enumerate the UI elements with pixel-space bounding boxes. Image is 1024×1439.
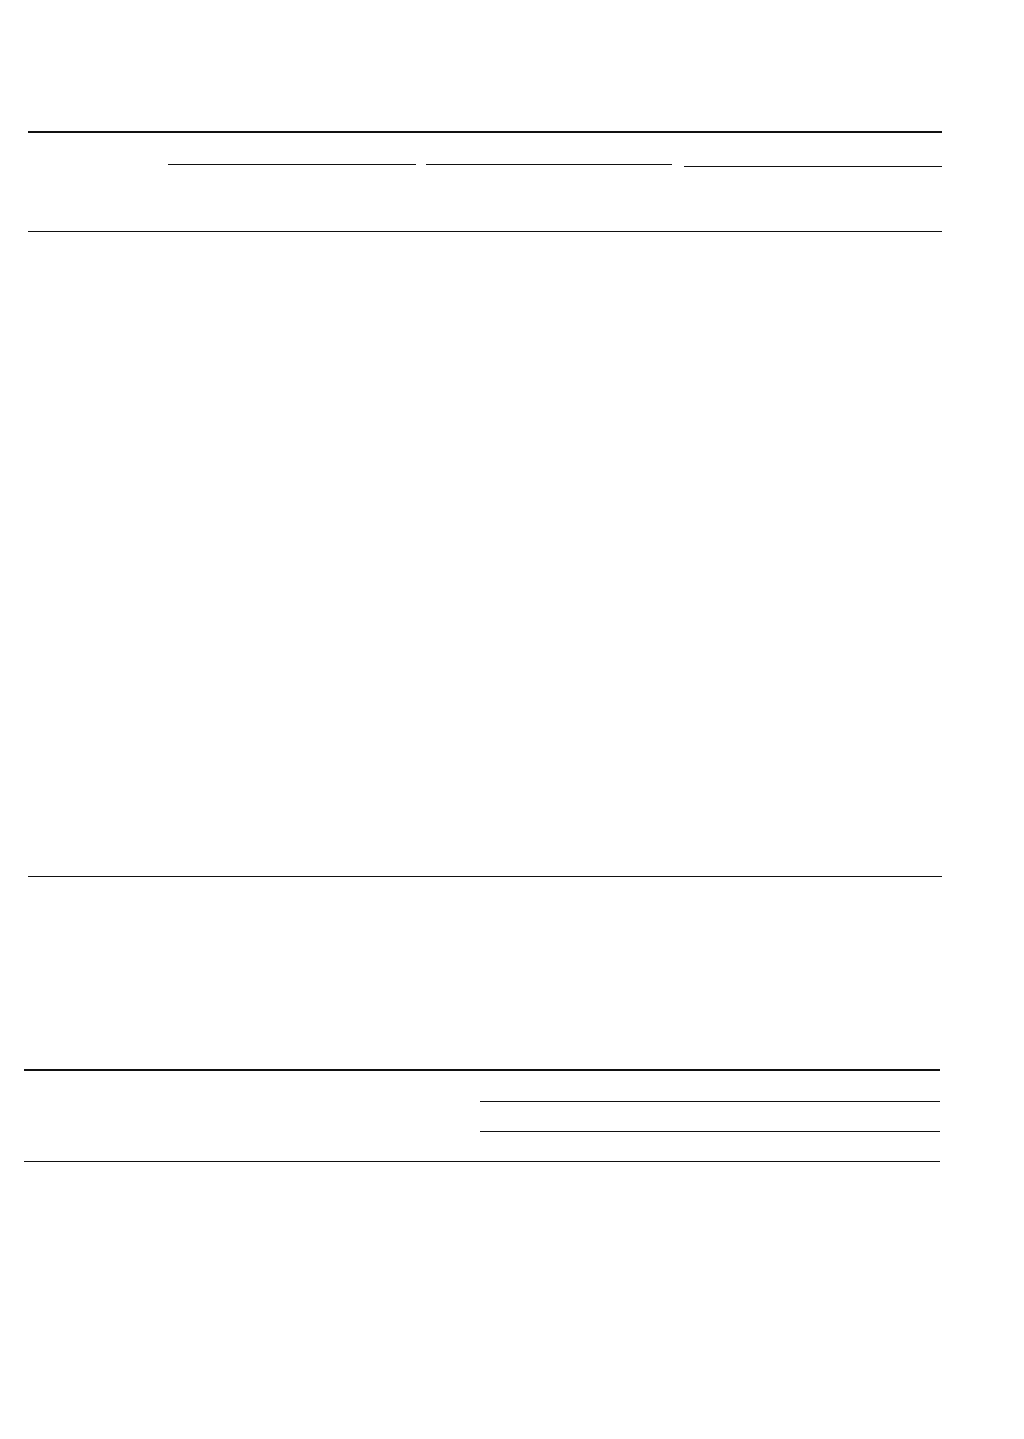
group-rule-apotheker <box>684 166 942 167</box>
table6-bottom-rule <box>28 876 942 877</box>
table6-top-rule <box>28 131 942 133</box>
table7-top-rule <box>24 1069 940 1071</box>
group-rule-zahnaerzte <box>426 164 672 165</box>
table7-group-rule <box>480 1101 940 1102</box>
group-rule-aerzte <box>168 164 416 165</box>
table7-header-bottom-rule <box>24 1161 940 1162</box>
header-bottom-rule <box>28 231 942 232</box>
table7-year-rule <box>480 1131 940 1132</box>
